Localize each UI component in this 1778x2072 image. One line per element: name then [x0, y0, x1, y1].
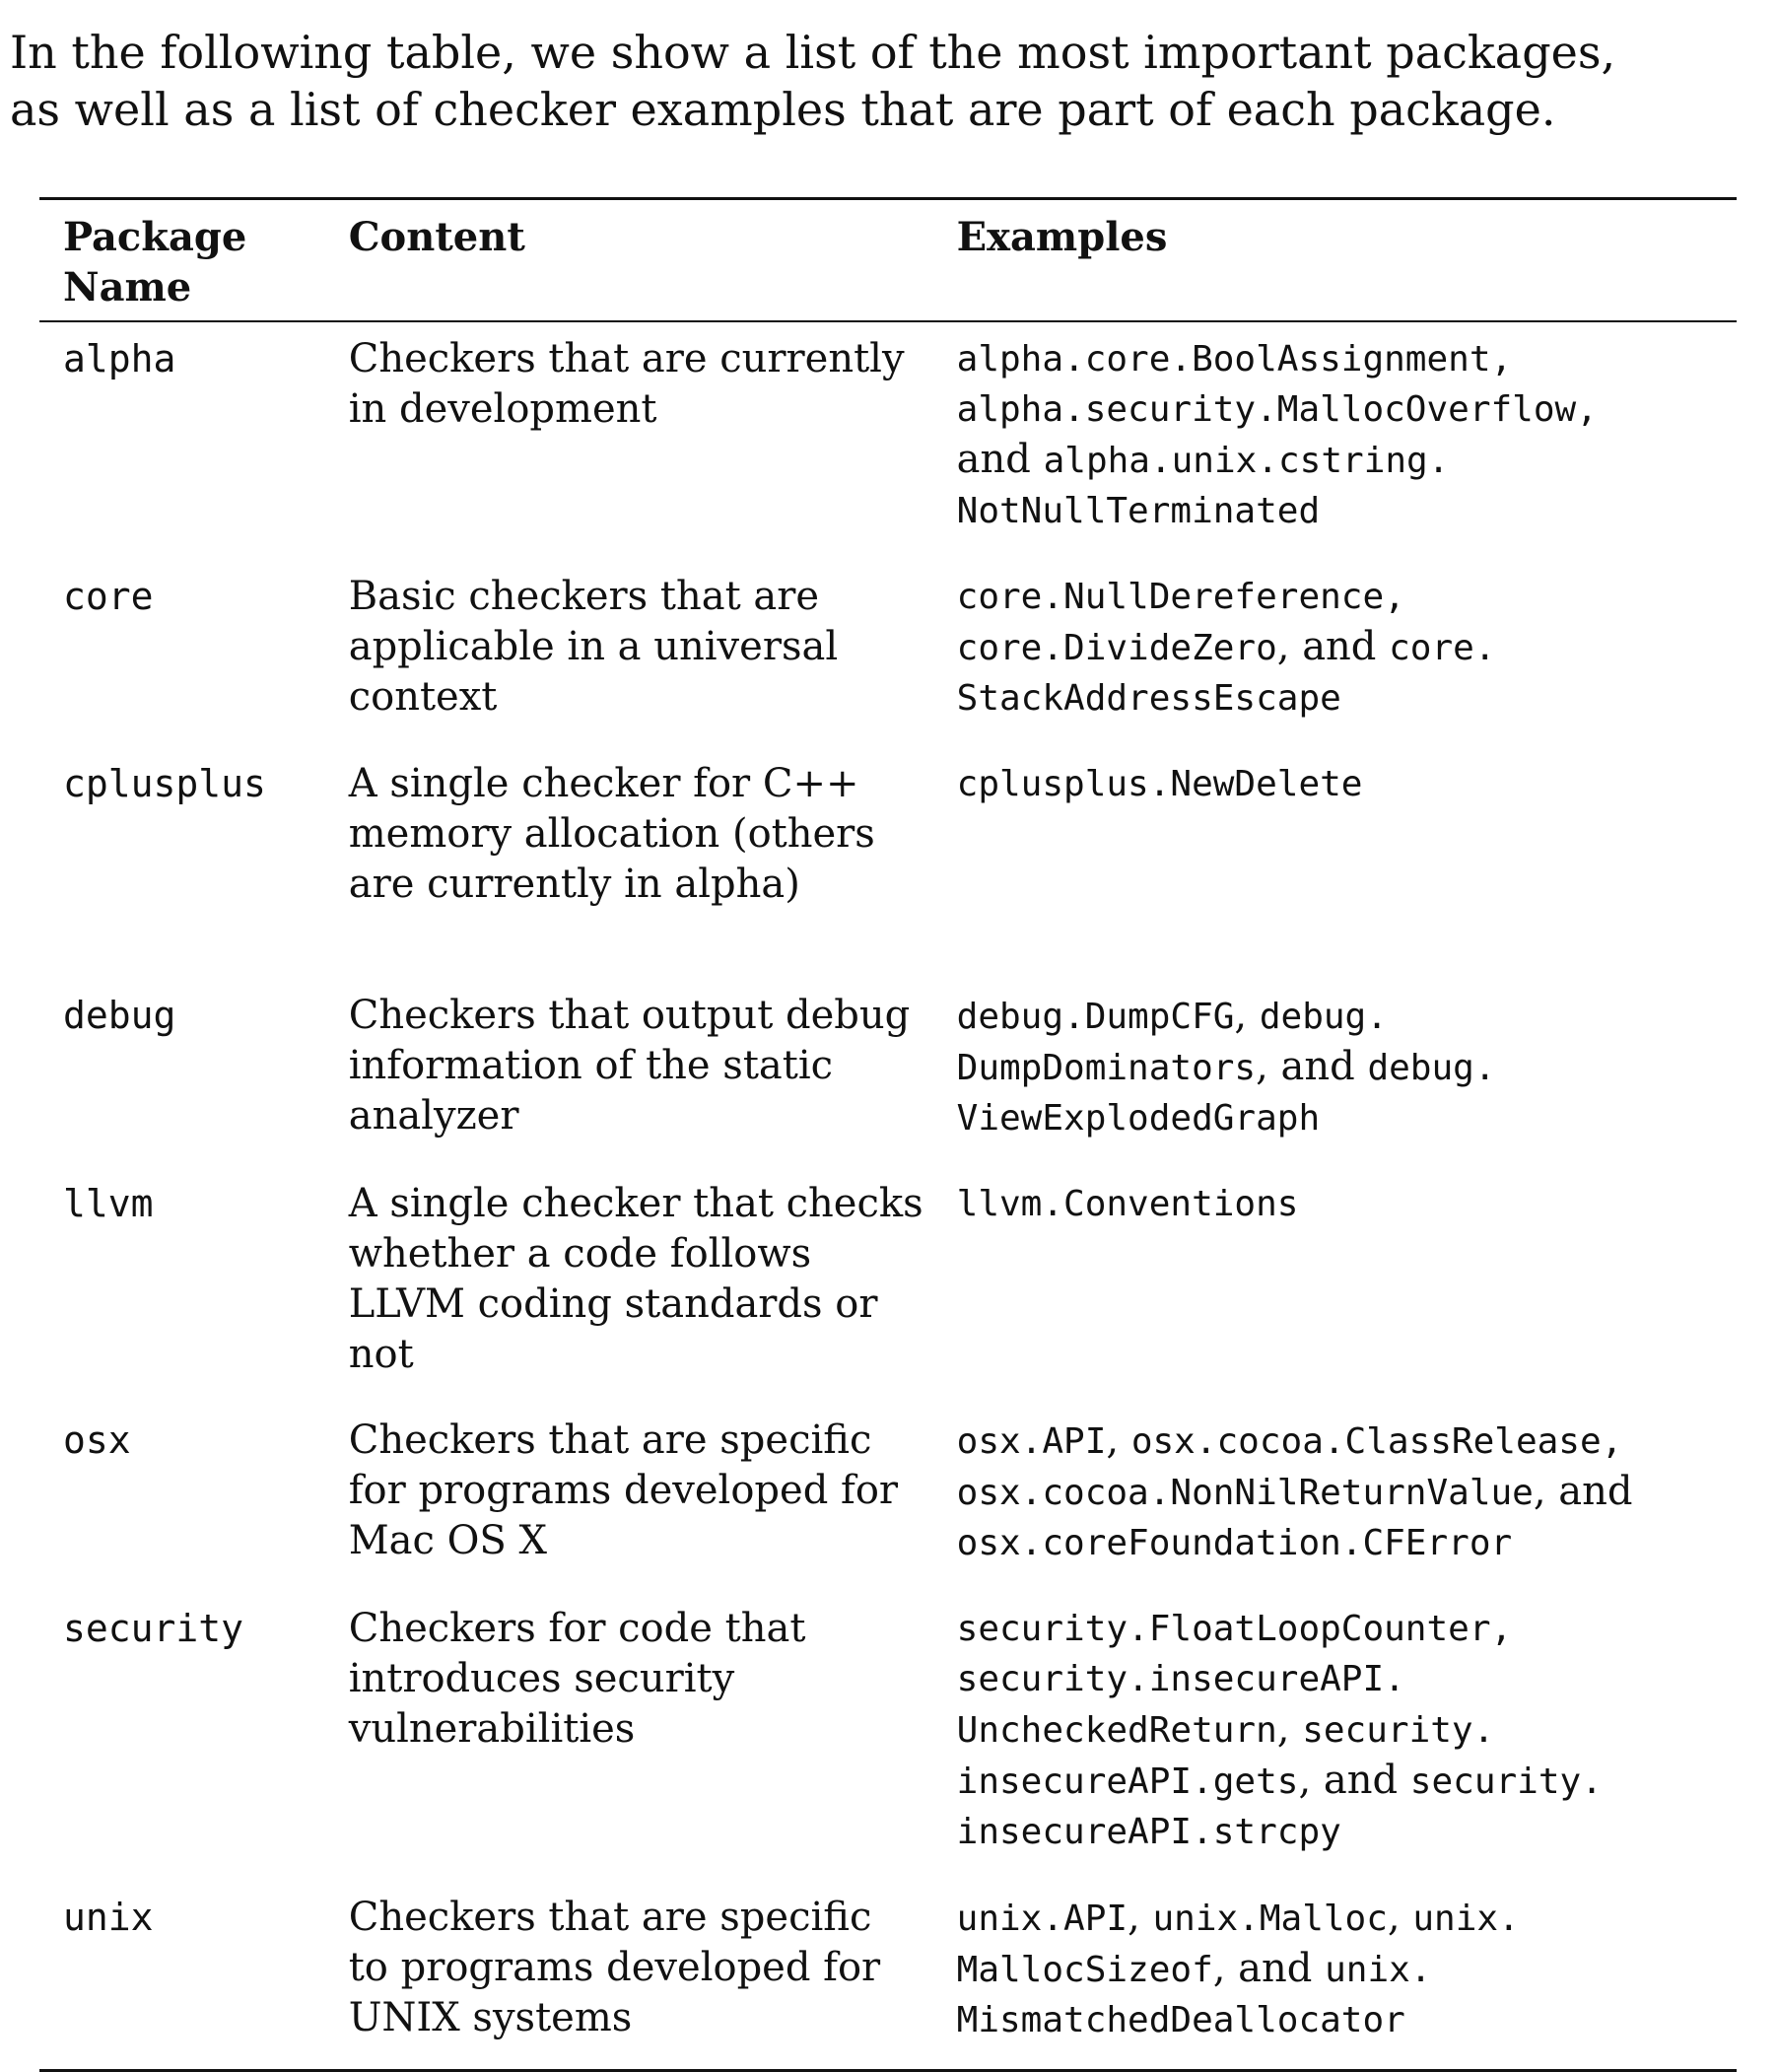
checker-name: core.NullDereference,: [956, 577, 1405, 617]
table-row: [39, 321, 1737, 560]
intro-line: as well as a list of checker examples that are part of each package.: [10, 83, 1556, 136]
examples-cell: [933, 979, 1737, 1167]
examples-line: [957, 759, 1727, 809]
checker-name: osx.API: [956, 1421, 1107, 1462]
checker-name: osx.cocoa.ClassRelease,: [1130, 1421, 1623, 1462]
package-name-cell: llvm: [63, 1182, 154, 1225]
content-cell: [325, 747, 933, 979]
intro-line: In the following table, we show a list of the most important packages,: [10, 26, 1616, 79]
content-line: Mac OS X: [348, 1518, 548, 1563]
checker-name: alpha.unix.cstring.: [1043, 441, 1450, 481]
examples-text: , and: [1212, 1946, 1326, 1991]
checker-name: unix.Malloc: [1152, 1899, 1388, 1939]
content-line: A single checker that checks: [348, 1181, 923, 1226]
content-line: Checkers that are specific: [348, 1895, 872, 1940]
content-line: are currently in alpha): [348, 862, 800, 907]
content-line: applicable in a universal: [348, 624, 839, 669]
examples-cell: [933, 1167, 1737, 1404]
checker-name: StackAddressEscape: [956, 678, 1341, 719]
examples-line: [957, 1604, 1727, 1654]
content-line: for programs developed for: [348, 1468, 899, 1513]
content-line: UNIX systems: [348, 1995, 633, 2040]
table-row: [39, 747, 1737, 979]
examples-line: [957, 1893, 1727, 1944]
checker-name: ViewExplodedGraph: [956, 1098, 1321, 1139]
checker-name: MismatchedDeallocator: [956, 2000, 1405, 2040]
checker-name: osx.cocoa.NonNilReturnValue: [956, 1473, 1534, 1513]
content-cell: [325, 1404, 933, 1592]
checker-name: core.: [1389, 628, 1496, 668]
examples-line: [957, 1654, 1727, 1704]
examples-line: [957, 622, 1727, 673]
content-cell: [325, 1881, 933, 2071]
header-package-line: Package: [63, 214, 247, 260]
content-line: information of the static: [348, 1043, 834, 1088]
examples-text: and: [956, 437, 1044, 482]
content-line: not: [348, 1332, 414, 1377]
content-line: whether a code follows: [348, 1231, 812, 1277]
examples-line: [957, 1756, 1727, 1807]
header-package-line: Name: [63, 264, 192, 311]
checker-name: debug.: [1259, 997, 1388, 1037]
content-line: Checkers for code that: [348, 1606, 806, 1651]
checker-name: insecureAPI.strcpy: [956, 1812, 1341, 1852]
checker-name: alpha.core.BoolAssignment,: [956, 339, 1513, 380]
examples-line: [957, 991, 1727, 1042]
examples-text: ,: [1276, 1706, 1303, 1752]
table-row: [39, 1881, 1737, 2071]
content-cell: [325, 1167, 933, 1404]
content-line: analyzer: [348, 1093, 519, 1139]
checker-name: security.FloatLoopCounter,: [956, 1609, 1513, 1649]
checker-name: alpha.security.MallocOverflow,: [956, 389, 1598, 430]
examples-line: [957, 1093, 1727, 1143]
header-content: Content: [325, 199, 933, 322]
package-name-cell: osx: [63, 1418, 131, 1462]
checker-name: cplusplus.NewDelete: [956, 764, 1363, 804]
packages-table-container: [39, 197, 1737, 2072]
content-cell: [325, 560, 933, 747]
examples-cell: [933, 1592, 1737, 1881]
table-row: [39, 560, 1737, 747]
content-line: vulnerabilities: [348, 1706, 636, 1752]
package-name-cell: security: [63, 1607, 244, 1650]
checker-name: security.insecureAPI.: [956, 1659, 1405, 1699]
examples-text: ,: [1234, 993, 1260, 1038]
package-name-cell: core: [63, 575, 154, 618]
checker-name: unix.API: [956, 1899, 1128, 1939]
content-line: in development: [348, 386, 657, 432]
table-row: [39, 1592, 1737, 1881]
examples-line: [957, 486, 1727, 536]
packages-table: [39, 197, 1737, 2072]
examples-cell: [933, 560, 1737, 747]
table-body: [39, 321, 1737, 2071]
header-examples: Examples: [933, 199, 1737, 322]
content-line: memory allocation (others: [348, 811, 875, 857]
content-line: introduces security: [348, 1656, 735, 1701]
checker-name: security.: [1409, 1761, 1603, 1802]
examples-text: ,: [1128, 1895, 1153, 1940]
content-line: LLVM coding standards or: [348, 1281, 878, 1327]
checker-name: debug.: [1367, 1048, 1496, 1088]
examples-text: ,: [1106, 1417, 1131, 1463]
content-line: A single checker for C++: [348, 761, 859, 806]
table-row: [39, 1404, 1737, 1592]
examples-text: ,: [1387, 1895, 1413, 1940]
examples-line: [957, 1416, 1727, 1467]
checker-name: insecureAPI.gets: [956, 1761, 1299, 1802]
examples-line: [957, 334, 1727, 384]
examples-line: [957, 1944, 1727, 1995]
examples-line: [957, 673, 1727, 724]
checker-name: unix.: [1325, 1950, 1432, 1990]
checker-name: security.: [1302, 1710, 1495, 1751]
checker-name: DumpDominators: [956, 1048, 1257, 1088]
content-line: to programs developed for: [348, 1945, 881, 1990]
content-cell: [325, 1592, 933, 1881]
intro-paragraph: [10, 24, 1764, 138]
content-cell: [325, 321, 933, 560]
content-line: Checkers that output debug: [348, 993, 911, 1038]
examples-cell: [933, 321, 1737, 560]
examples-text: , and: [1533, 1469, 1633, 1514]
checker-name: NotNullTerminated: [956, 491, 1321, 531]
checker-name: unix.: [1412, 1899, 1520, 1939]
examples-cell: [933, 747, 1737, 979]
examples-line: [957, 572, 1727, 622]
package-name-cell: alpha: [63, 337, 176, 380]
checker-name: debug.DumpCFG: [956, 997, 1235, 1037]
table-header-row: [39, 199, 1737, 322]
package-name-cell: cplusplus: [63, 762, 266, 805]
examples-line: [957, 1995, 1727, 2045]
content-line: Checkers that are currently: [348, 336, 905, 381]
examples-line: [957, 1042, 1727, 1093]
package-name-cell: unix: [63, 1896, 154, 1939]
examples-line: [957, 1518, 1727, 1568]
examples-line: [957, 1179, 1727, 1229]
examples-cell: [933, 1881, 1737, 2071]
content-line: context: [348, 674, 498, 720]
header-package-name: [39, 199, 325, 322]
examples-line: [957, 435, 1727, 486]
examples-line: [957, 384, 1727, 435]
content-cell: [325, 979, 933, 1167]
checker-name: llvm.Conventions: [956, 1184, 1299, 1224]
examples-text: , and: [1276, 624, 1390, 669]
table-row: [39, 979, 1737, 1167]
package-name-cell: debug: [63, 994, 176, 1037]
checker-name: core.DivideZero: [956, 628, 1277, 668]
examples-line: [957, 1467, 1727, 1518]
content-line: Basic checkers that are: [348, 574, 820, 619]
content-line: Checkers that are specific: [348, 1417, 872, 1463]
checker-name: osx.coreFoundation.CFError: [956, 1523, 1513, 1563]
checker-name: MallocSizeof: [956, 1950, 1213, 1990]
table-row: [39, 1167, 1737, 1404]
examples-text: , and: [1256, 1044, 1368, 1089]
examples-text: , and: [1298, 1758, 1410, 1803]
examples-line: [957, 1704, 1727, 1756]
examples-cell: [933, 1404, 1737, 1592]
checker-name: UncheckedReturn: [956, 1710, 1277, 1751]
examples-line: [957, 1807, 1727, 1857]
